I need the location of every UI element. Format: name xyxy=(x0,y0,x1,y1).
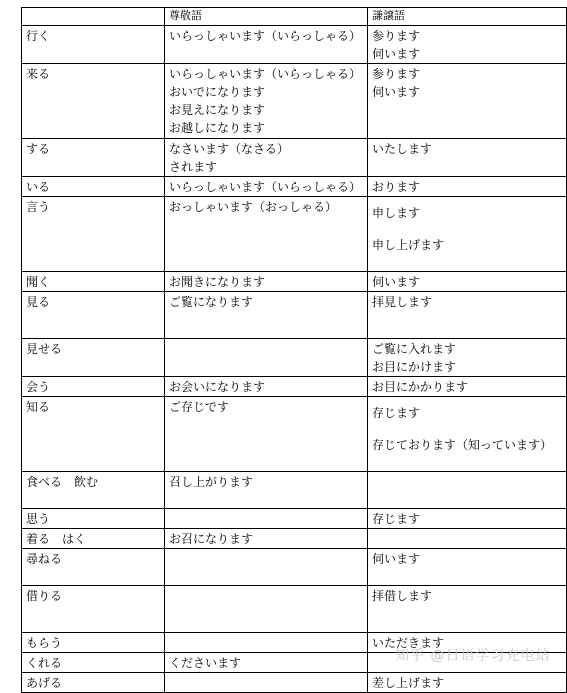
verb-text: 会う xyxy=(26,380,51,394)
kenjougo-text: 存じます xyxy=(372,512,421,526)
verb-cell xyxy=(22,177,165,197)
kenjougo-text: ご覧に入れます xyxy=(372,342,457,356)
sonkeigo-text: されます xyxy=(169,160,218,174)
table-header-row xyxy=(22,8,567,26)
table-row xyxy=(22,673,567,693)
verb-cell xyxy=(22,633,165,653)
kenjougo-cell xyxy=(368,549,567,586)
kenjougo-cell xyxy=(368,197,567,272)
kenjougo-cell xyxy=(368,272,567,292)
table-body xyxy=(22,26,567,693)
kenjougo-cell xyxy=(368,529,567,549)
verb-cell xyxy=(22,529,165,549)
sonkeigo-cell xyxy=(165,586,368,633)
kenjougo-text: いただきます xyxy=(372,636,445,650)
verb-text: 見る xyxy=(26,295,51,309)
table-row xyxy=(22,377,567,397)
sonkeigo-text: いらっしゃいます（いらっしゃる） xyxy=(169,67,362,81)
verb-text: もらう xyxy=(26,636,63,650)
header-verb xyxy=(22,8,165,26)
keigo-table xyxy=(21,7,567,693)
kenjougo-text: 伺います xyxy=(372,552,421,566)
table-row xyxy=(22,397,567,472)
sonkeigo-cell xyxy=(165,292,368,339)
verb-cell xyxy=(22,197,165,272)
kenjougo-text: 参ります xyxy=(372,67,421,81)
kenjougo-text: 申します xyxy=(372,206,421,220)
sonkeigo-text: くださいます xyxy=(169,656,242,670)
header-sonkeigo: 尊敬語 xyxy=(165,8,368,26)
sonkeigo-text: お会いになります xyxy=(169,380,266,394)
verb-text: 食べる 飲む xyxy=(26,475,99,489)
kenjougo-cell xyxy=(368,472,567,509)
sonkeigo-cell xyxy=(165,653,368,673)
verb-text: 知る xyxy=(26,400,51,414)
sonkeigo-text: お聞きになります xyxy=(169,275,266,289)
table-row xyxy=(22,339,567,377)
sonkeigo-cell xyxy=(165,397,368,472)
table-row xyxy=(22,472,567,509)
sonkeigo-cell xyxy=(165,529,368,549)
kenjougo-text: おります xyxy=(372,180,421,194)
sonkeigo-cell xyxy=(165,64,368,139)
kenjougo-text: 存じます xyxy=(372,406,421,420)
header-kenjougo: 謙譲語 xyxy=(368,8,567,26)
sonkeigo-text: 召し上がります xyxy=(169,475,254,489)
verb-cell xyxy=(22,509,165,529)
verb-cell xyxy=(22,472,165,509)
table-row xyxy=(22,586,567,633)
verb-cell xyxy=(22,377,165,397)
kenjougo-cell xyxy=(368,509,567,529)
kenjougo-text: いたします xyxy=(372,142,433,156)
kenjougo-text: 申し上げます xyxy=(372,238,445,252)
sonkeigo-text: ご覧になります xyxy=(169,295,254,309)
verb-cell xyxy=(22,339,165,377)
sonkeigo-text: お見えになります xyxy=(169,103,266,117)
verb-text: 言う xyxy=(26,200,51,214)
verb-cell xyxy=(22,139,165,177)
sonkeigo-cell xyxy=(165,26,368,64)
sonkeigo-cell xyxy=(165,139,368,177)
kenjougo-cell xyxy=(368,586,567,633)
table-row xyxy=(22,549,567,586)
sonkeigo-cell xyxy=(165,509,368,529)
verb-cell xyxy=(22,272,165,292)
verb-text: する xyxy=(26,142,51,156)
sonkeigo-cell xyxy=(165,673,368,693)
table-row xyxy=(22,272,567,292)
verb-text: 思う xyxy=(26,512,51,526)
kenjougo-cell xyxy=(368,139,567,177)
verb-cell xyxy=(22,586,165,633)
kenjougo-cell xyxy=(368,64,567,139)
verb-cell xyxy=(22,673,165,693)
sonkeigo-text: お召になります xyxy=(169,532,254,546)
sonkeigo-cell xyxy=(165,377,368,397)
sonkeigo-text: いらっしゃいます（いらっしゃる） xyxy=(169,180,362,194)
verb-text: 借りる xyxy=(26,589,63,603)
verb-text: 尋ねる xyxy=(26,552,63,566)
kenjougo-cell xyxy=(368,377,567,397)
kenjougo-text: 存じております（知っています） xyxy=(372,438,553,452)
sonkeigo-cell xyxy=(165,472,368,509)
sonkeigo-text: お越しになります xyxy=(169,121,266,135)
table-row xyxy=(22,197,567,272)
sonkeigo-cell xyxy=(165,549,368,586)
verb-cell xyxy=(22,549,165,586)
verb-text: 来る xyxy=(26,67,51,81)
kenjougo-text: お目にかかります xyxy=(372,380,469,394)
kenjougo-text: お目にかけます xyxy=(372,360,457,374)
sonkeigo-cell xyxy=(165,272,368,292)
kenjougo-text: 拝見します xyxy=(372,295,433,309)
verb-cell xyxy=(22,292,165,339)
verb-cell xyxy=(22,653,165,673)
sonkeigo-cell xyxy=(165,633,368,653)
table-row xyxy=(22,509,567,529)
kenjougo-text: 伺います xyxy=(372,47,421,61)
sonkeigo-text: おっしゃいます（おっしゃる） xyxy=(169,200,338,214)
kenjougo-cell xyxy=(368,397,567,472)
kenjougo-cell xyxy=(368,339,567,377)
table-row xyxy=(22,529,567,549)
sonkeigo-text: いらっしゃいます（いらっしゃる） xyxy=(169,29,362,43)
sonkeigo-cell xyxy=(165,197,368,272)
verb-cell xyxy=(22,26,165,64)
sonkeigo-text: ご存じです xyxy=(169,400,230,414)
verb-text: 着る はく xyxy=(26,532,87,546)
kenjougo-text: 差し上げます xyxy=(372,676,445,690)
sonkeigo-text: なさいます（なさる） xyxy=(169,142,290,156)
kenjougo-cell xyxy=(368,673,567,693)
verb-text: あげる xyxy=(26,676,63,690)
verb-cell xyxy=(22,64,165,139)
verb-text: くれる xyxy=(26,656,63,670)
table-row xyxy=(22,139,567,177)
kenjougo-cell xyxy=(368,292,567,339)
table-row xyxy=(22,64,567,139)
kenjougo-text: 拝借します xyxy=(372,589,433,603)
verb-text: 見せる xyxy=(26,342,63,356)
verb-text: 聞く xyxy=(26,275,51,289)
table-row xyxy=(22,292,567,339)
verb-text: 行く xyxy=(26,29,51,43)
kenjougo-text: 参ります xyxy=(372,29,421,43)
table-row xyxy=(22,177,567,197)
verb-cell xyxy=(22,397,165,472)
kenjougo-text: 伺います xyxy=(372,275,421,289)
sonkeigo-text: おいでになります xyxy=(169,85,266,99)
watermark: 知乎 @日语学习充电站 xyxy=(395,648,551,664)
sonkeigo-cell xyxy=(165,339,368,377)
sonkeigo-cell xyxy=(165,177,368,197)
kenjougo-cell xyxy=(368,26,567,64)
kenjougo-text: 伺います xyxy=(372,85,421,99)
kenjougo-cell xyxy=(368,177,567,197)
table-row xyxy=(22,26,567,64)
verb-text: いる xyxy=(26,180,51,194)
